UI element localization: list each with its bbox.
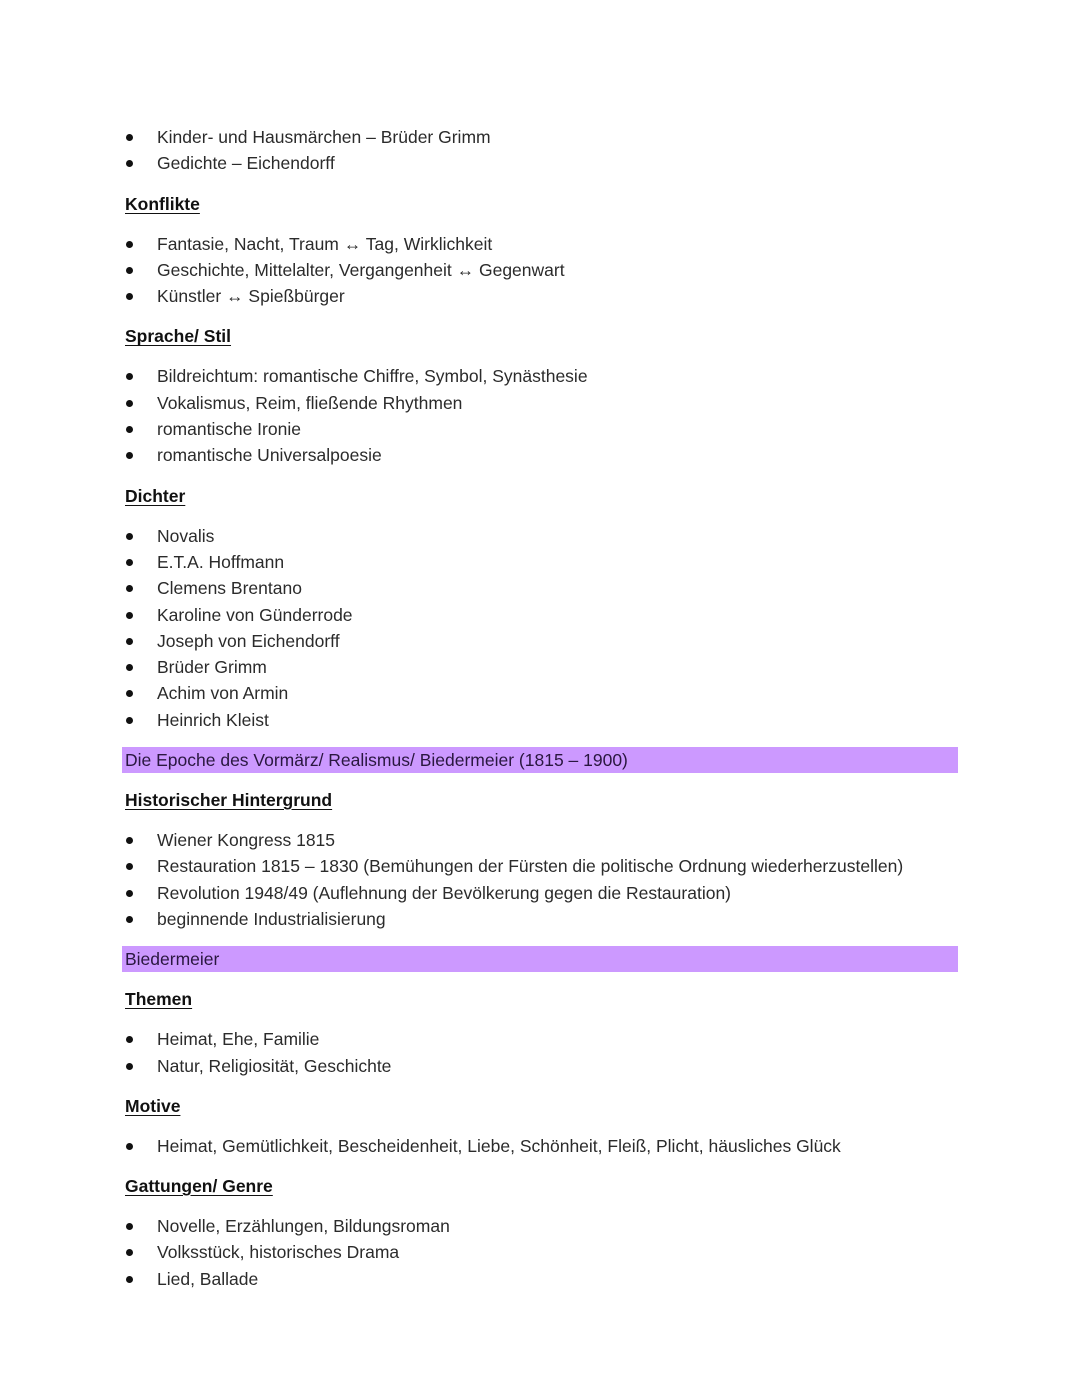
- list-item: beginnende Industrialisierung: [125, 906, 958, 932]
- bullet-icon: [126, 916, 133, 923]
- document-content: [125, 124, 958, 1292]
- list-item: Geschichte, Mittelalter, Vergangenheit ↔ Gegenwart: [125, 257, 958, 283]
- list-item: Bildreichtum: romantische Chiffre, Symbol, Synästhesie: [125, 363, 958, 389]
- bullet-icon: [126, 134, 133, 141]
- bullet-icon: [126, 1249, 133, 1256]
- heading-sprache-stil: Sprache/ Stil: [125, 326, 232, 347]
- list-item: Fantasie, Nacht, Traum ↔ Tag, Wirklichkeit: [125, 231, 958, 257]
- list-item: Restauration 1815 – 1830 (Bemühungen der Fürsten die politische Ordnung wiederherzustellen): [125, 853, 958, 879]
- hintergrund-list: [125, 827, 958, 932]
- list-item: Novelle, Erzählungen, Bildungsroman: [125, 1213, 958, 1239]
- bullet-icon: [126, 400, 133, 407]
- heading-historischer-hintergrund: Historischer Hintergrund: [125, 790, 333, 811]
- list-item: Kinder- und Hausmärchen – Brüder Grimm: [125, 124, 958, 150]
- list-item: Karoline von Günderrode: [125, 602, 958, 628]
- heading-motive: Motive: [125, 1095, 181, 1116]
- konflikte-list: [125, 231, 958, 310]
- dichter-list: [125, 523, 958, 733]
- bullet-icon: [126, 452, 133, 459]
- list-item: Heimat, Ehe, Familie: [125, 1026, 958, 1052]
- bullet-icon: [126, 533, 133, 540]
- bullet-icon: [126, 837, 133, 844]
- bullet-icon: [126, 426, 133, 433]
- list-item: Wiener Kongress 1815: [125, 827, 958, 853]
- bullet-icon: [126, 241, 133, 248]
- list-item: Heinrich Kleist: [125, 707, 958, 733]
- heading-gattungen-genre: Gattungen/ Genre: [125, 1176, 273, 1197]
- heading-dichter: Dichter: [125, 485, 186, 506]
- bullet-icon: [126, 267, 133, 274]
- list-item: Novalis: [125, 523, 958, 549]
- list-item: Clemens Brentano: [125, 575, 958, 601]
- intro-list: [125, 124, 958, 177]
- list-item: Revolution 1948/49 (Auflehnung der Bevölkerung gegen die Restauration): [125, 880, 958, 906]
- heading-themen: Themen: [125, 989, 193, 1010]
- themen-list: [125, 1026, 958, 1079]
- bullet-icon: [126, 690, 133, 697]
- gattungen-list: [125, 1213, 958, 1292]
- bullet-icon: [126, 559, 133, 566]
- list-item: Volksstück, historisches Drama: [125, 1239, 958, 1265]
- motive-list: [125, 1133, 958, 1159]
- bullet-icon: [126, 664, 133, 671]
- bullet-icon: [126, 373, 133, 380]
- list-item: Lied, Ballade: [125, 1266, 958, 1292]
- bullet-icon: [126, 160, 133, 167]
- bullet-icon: [126, 1036, 133, 1043]
- bullet-icon: [126, 612, 133, 619]
- bullet-icon: [126, 585, 133, 592]
- list-item: Heimat, Gemütlichkeit, Bescheidenheit, Liebe, Schönheit, Fleiß, Plicht, häusliches Glück: [125, 1133, 958, 1159]
- list-item: Vokalismus, Reim, fließende Rhythmen: [125, 390, 958, 416]
- list-item: romantische Ironie: [125, 416, 958, 442]
- sprache-list: [125, 363, 958, 468]
- list-item: Natur, Religiosität, Geschichte: [125, 1053, 958, 1079]
- list-item: Achim von Armin: [125, 680, 958, 706]
- bullet-icon: [126, 890, 133, 897]
- list-item: Gedichte – Eichendorff: [125, 150, 958, 176]
- biedermeier-band-heading: Biedermeier: [122, 946, 958, 972]
- list-item: Künstler ↔ Spießbürger: [125, 283, 958, 309]
- list-item: romantische Universalpoesie: [125, 442, 958, 468]
- heading-konflikte: Konflikte: [125, 193, 200, 214]
- bullet-icon: [126, 638, 133, 645]
- bullet-icon: [126, 1063, 133, 1070]
- bullet-icon: [126, 1143, 133, 1150]
- bullet-icon: [126, 1223, 133, 1230]
- epoche-band-heading: Die Epoche des Vormärz/ Realismus/ Biedermeier (1815 – 1900): [122, 747, 958, 773]
- bullet-icon: [126, 717, 133, 724]
- list-item: E.T.A. Hoffmann: [125, 549, 958, 575]
- list-item: Joseph von Eichendorff: [125, 628, 958, 654]
- bullet-icon: [126, 1276, 133, 1283]
- bullet-icon: [126, 293, 133, 300]
- bullet-icon: [126, 863, 133, 870]
- list-item: Brüder Grimm: [125, 654, 958, 680]
